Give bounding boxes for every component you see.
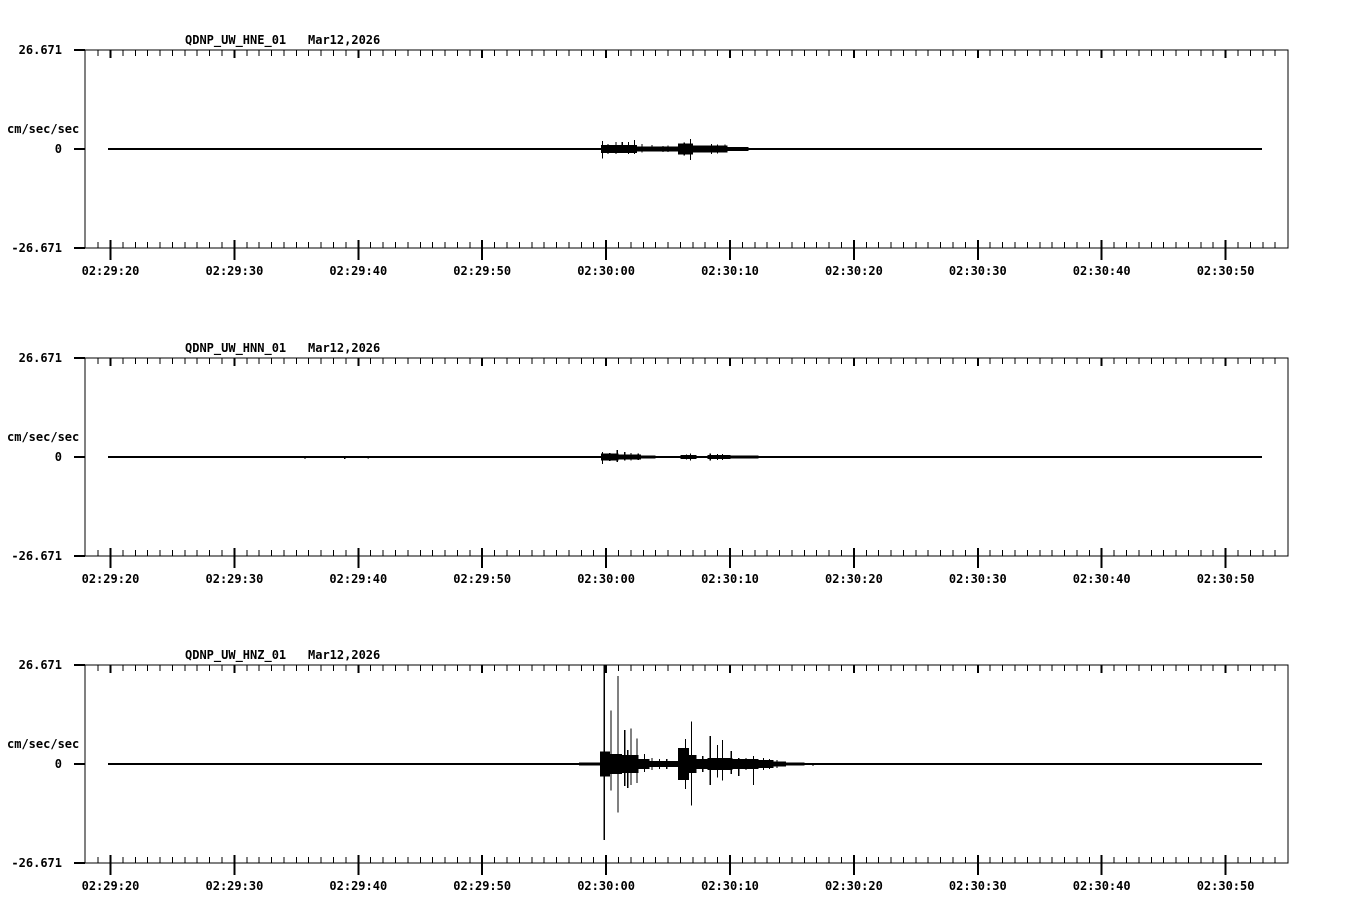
station-channel-title: QDNP_UW_HNZ_01 xyxy=(185,648,287,662)
x-tick-label: 02:30:30 xyxy=(948,572,1007,586)
x-tick-label: 02:29:20 xyxy=(81,264,140,278)
seismogram-panel-QDNP_UW_HNE_01 xyxy=(74,50,1288,278)
x-tick-label: 02:30:00 xyxy=(577,572,635,586)
x-tick-label: 02:29:30 xyxy=(205,264,264,278)
y-axis-max-label: 26.671 xyxy=(18,658,62,672)
y-axis-min-label: -26.671 xyxy=(11,856,62,870)
x-tick-label: 02:30:10 xyxy=(701,264,759,278)
x-tick-label: 02:30:50 xyxy=(1196,264,1255,278)
x-tick-label: 02:29:50 xyxy=(453,572,512,586)
x-tick-label: 02:30:30 xyxy=(948,264,1007,278)
date-label: Mar12,2026 xyxy=(308,341,381,355)
y-axis-zero-label: 0 xyxy=(54,450,62,464)
x-tick-label: 02:29:40 xyxy=(329,572,388,586)
y-axis-max-label: 26.671 xyxy=(18,351,62,365)
x-tick-label: 02:29:50 xyxy=(453,264,512,278)
x-tick-label: 02:30:10 xyxy=(701,572,759,586)
x-tick-label: 02:30:00 xyxy=(577,879,635,893)
date-label: Mar12,2026 xyxy=(308,33,381,47)
seismogram-panel-QDNP_UW_HNN_01 xyxy=(74,358,1288,586)
x-tick-label: 02:30:20 xyxy=(825,572,883,586)
x-axis-tick-labels xyxy=(82,264,1255,278)
waveform-trace xyxy=(108,450,1262,464)
x-tick-label: 02:30:40 xyxy=(1072,879,1131,893)
axis-ticks xyxy=(74,358,1275,568)
y-axis-zero-label: 0 xyxy=(54,142,62,156)
x-tick-label: 02:30:30 xyxy=(948,879,1007,893)
x-tick-label: 02:29:30 xyxy=(205,572,264,586)
station-channel-title: QDNP_UW_HNN_01 xyxy=(185,341,287,355)
x-tick-label: 02:30:00 xyxy=(577,264,635,278)
seismogram-panel-QDNP_UW_HNZ_01 xyxy=(74,665,1288,893)
axis-ticks xyxy=(74,50,1275,260)
x-tick-label: 02:30:10 xyxy=(701,879,759,893)
x-tick-label: 02:30:50 xyxy=(1196,879,1255,893)
x-axis-tick-labels xyxy=(82,879,1255,893)
axis-ticks xyxy=(74,665,1275,875)
x-tick-label: 02:29:50 xyxy=(453,879,512,893)
x-tick-label: 02:30:20 xyxy=(825,264,883,278)
x-tick-label: 02:29:20 xyxy=(81,572,140,586)
x-tick-label: 02:29:20 xyxy=(81,879,140,893)
x-axis-tick-labels xyxy=(82,572,1255,586)
x-tick-label: 02:30:20 xyxy=(825,879,883,893)
station-channel-title: QDNP_UW_HNE_01 xyxy=(185,33,287,47)
x-tick-label: 02:30:40 xyxy=(1072,264,1131,278)
y-axis-units-label: cm/sec/sec xyxy=(7,430,80,444)
x-tick-label: 02:29:40 xyxy=(329,879,388,893)
x-tick-label: 02:30:50 xyxy=(1196,572,1255,586)
y-axis-min-label: -26.671 xyxy=(11,549,62,563)
y-axis-max-label: 26.671 xyxy=(18,43,62,57)
waveform-trace xyxy=(108,665,1262,840)
y-axis-units-label: cm/sec/sec xyxy=(7,122,80,136)
waveform-trace xyxy=(108,139,1262,160)
y-axis-units-label: cm/sec/sec xyxy=(7,737,80,751)
x-tick-label: 02:30:40 xyxy=(1072,572,1131,586)
y-axis-min-label: -26.671 xyxy=(11,241,62,255)
x-tick-label: 02:29:30 xyxy=(205,879,264,893)
y-axis-zero-label: 0 xyxy=(54,757,62,771)
date-label: Mar12,2026 xyxy=(308,648,381,662)
x-tick-label: 02:29:40 xyxy=(329,264,388,278)
